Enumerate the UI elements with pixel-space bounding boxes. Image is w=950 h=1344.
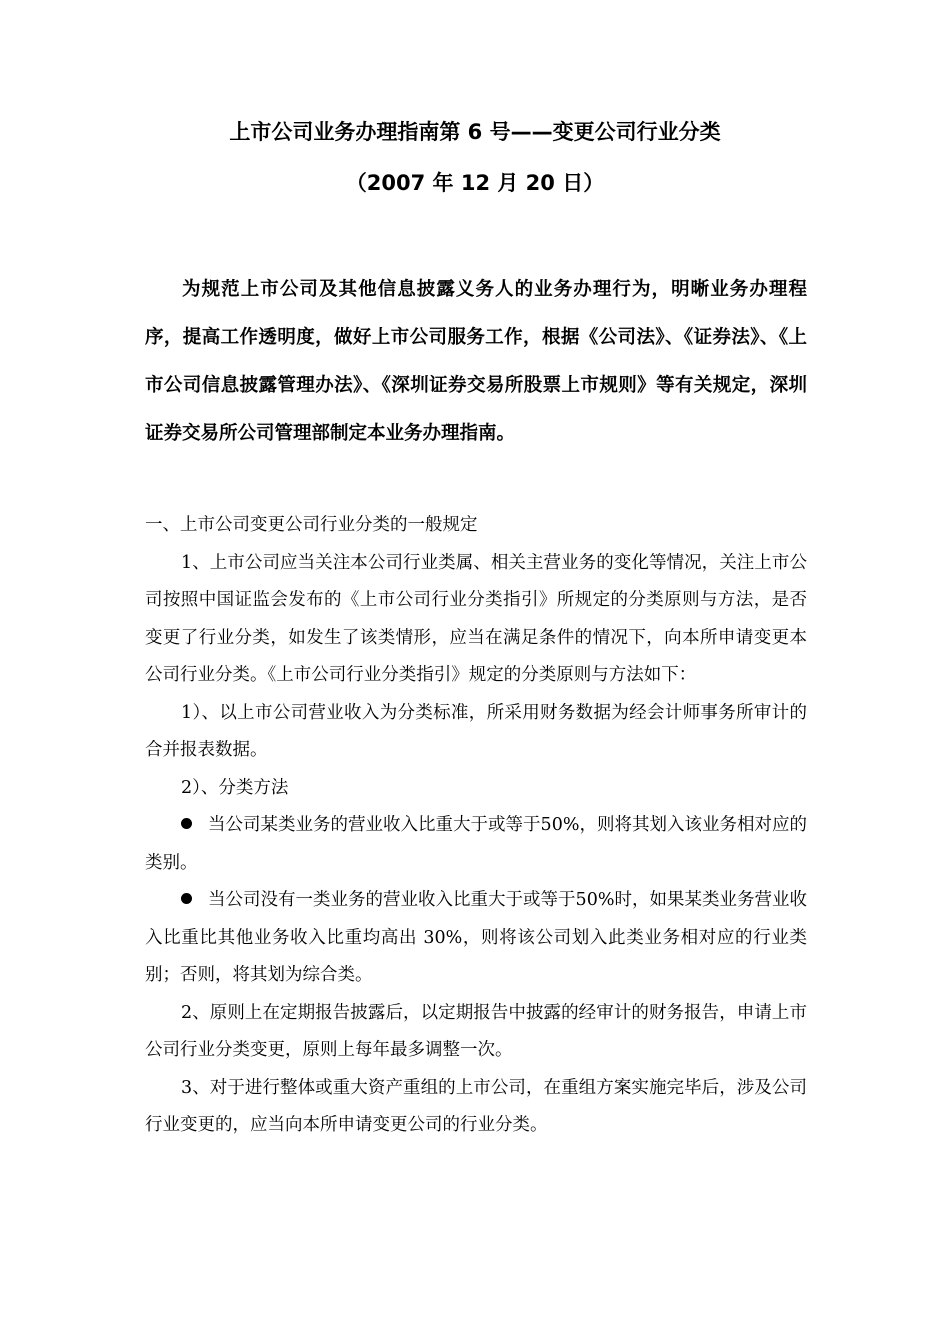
- bullet-icon: [181, 818, 192, 829]
- document-title: 上市公司业务办理指南第 6 号——变更公司行业分类: [229, 120, 721, 144]
- paragraph-1-1: 1）、以上市公司营业收入为分类标准，所采用财务数据为经会计师事务所审计的合并报表数据。: [145, 702, 807, 760]
- paragraph-3: 3、对于进行整体或重大资产重组的上市公司，在重组方案实施完毕后，涉及公司行业变更的，应当向本所申请变更公司的行业分类。: [145, 1077, 807, 1135]
- section-heading: 一、上市公司变更公司行业分类的一般规定: [145, 515, 478, 535]
- paragraph-1-2: 2）、分类方法: [181, 777, 289, 798]
- bullet-text-2: 当公司没有一类业务的营业收入比重大于或等于50%时，如果某类业务营业收入比重比其他业务收入比重均高出 30%，则将该公司划入此类业务相对应的行业类别；否则，将其划为综合类。: [145, 890, 807, 985]
- bullet-icon: [181, 893, 192, 904]
- paragraph-2: 2、原则上在定期报告披露后，以定期报告中披露的经审计的财务报告，申请上市公司行业分类变更，原则上每年最多调整一次。: [145, 1002, 807, 1060]
- bullet-text-1: 当公司某类业务的营业收入比重大于或等于50%，则将其划入该业务相对应的类别。: [145, 815, 807, 873]
- document-body: [145, 507, 807, 1145]
- paragraph-1: 1、上市公司应当关注本公司行业类属、相关主营业务的变化等情况，关注上市公司按照中国证监会发布的《上市公司行业分类指引》所规定的分类原则与方法，是否变更了行业分类，如发生了该类情形，应当在满足条件的情况下，向本所申请变更本公司行业分类。《上市公司行业分类指引》规定的分类原则与方法如下：: [145, 552, 807, 685]
- bullet-item-1: [145, 807, 807, 882]
- bullet-item-2: [145, 882, 807, 995]
- intro-paragraph: 为规范上市公司及其他信息披露义务人的业务办理行为，明晰业务办理程序，提高工作透明度，做好上市公司服务工作，根据《公司法》、《证券法》、《上市公司信息披露管理办法》、《深圳证券交易所股票上市规则》等有关规定，深圳证券交易所公司管理部制定本业务办理指南。: [145, 279, 807, 444]
- document-date: （2007 年 12 月 20 日）: [345, 171, 605, 195]
